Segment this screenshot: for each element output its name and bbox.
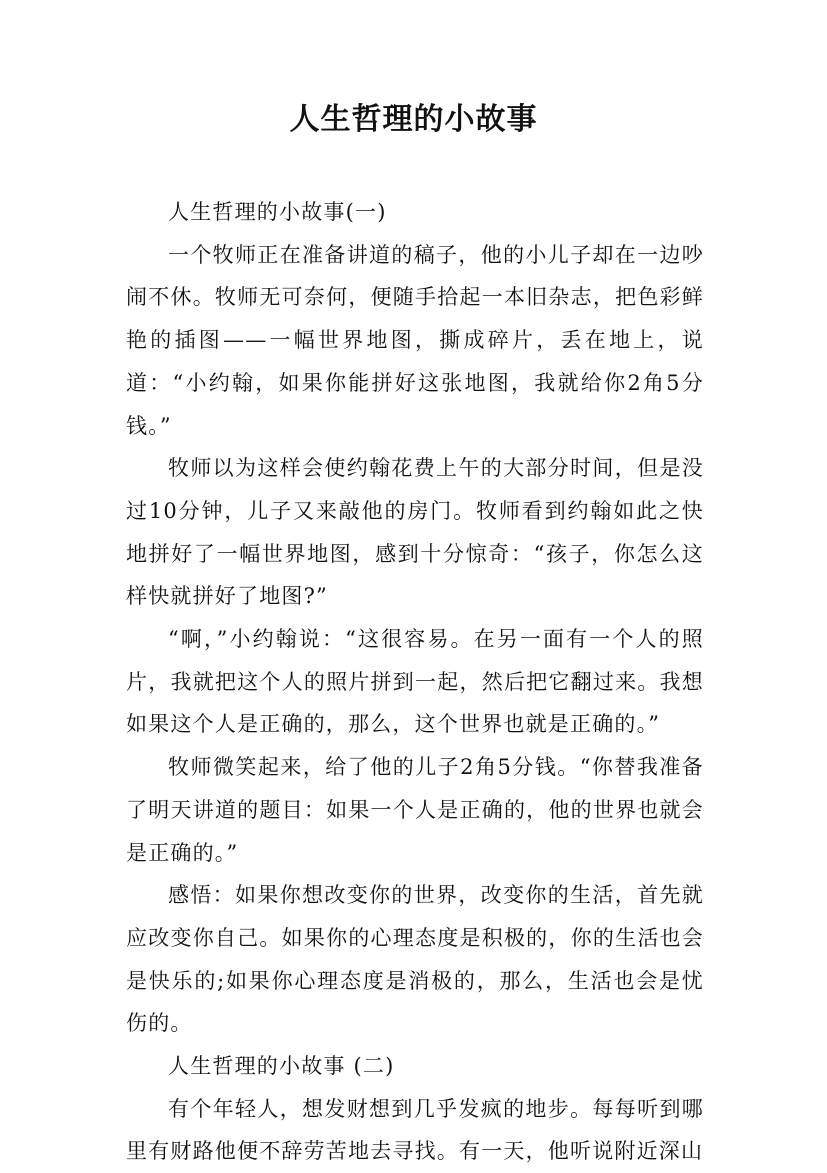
paragraph: “啊，”小约翰说：“这很容易。在另一面有一个人的照片，我就把这个人的照片拼到一起，然后把它翻过来。我想如果这个人是正确的，那么，这个世界也就是正确的。” xyxy=(126,627,704,737)
insight-paragraph: 感悟：如果你想改变你的世界，改变你的生活，首先就应改变你自己。如果你的心理态度是积极的，你的生活也会是快乐的;如果你心理态度是消极的，那么，生活也会是忧伤的。 xyxy=(126,883,704,1036)
paragraph: 牧师微笑起来，给了他的儿子2角5分钱。“你替我准备了明天讲道的题目：如果一个人是正确的，他的世界也就会是正确的。” xyxy=(126,755,704,865)
paragraph: 牧师以为这样会使约翰花费上午的大部分时间，但是没过10分钟，儿子又来敲他的房门。牧师看到约翰如此之快地拼好了一幅世界地图，感到十分惊奇：“孩子，你怎么这样快就拼好了地图?” xyxy=(126,456,704,609)
paragraph: 一个牧师正在准备讲道的稿子，他的小儿子却在一边吵闹不休。牧师无可奈何，便随手拾起一本旧杂志，把色彩鲜艳的插图——一幅世界地图，撕成碎片，丢在地上，说道：“小约翰，如果你能拼好这张地图，我就给你2角5分钱。” xyxy=(126,242,704,438)
section-heading-1: 人生哲理的小故事(一) xyxy=(168,200,387,224)
paragraph: 有个年轻人，想发财想到几乎发疯的地步。每每听到哪里有财路他便不辞劳苦地去寻找。有一天，他听说附近深山 xyxy=(126,1096,704,1164)
document-body xyxy=(126,191,704,1173)
section-heading-2: 人生哲理的小故事 (二) xyxy=(168,1054,395,1079)
document-title: 人生哲理的小故事 xyxy=(289,102,538,137)
